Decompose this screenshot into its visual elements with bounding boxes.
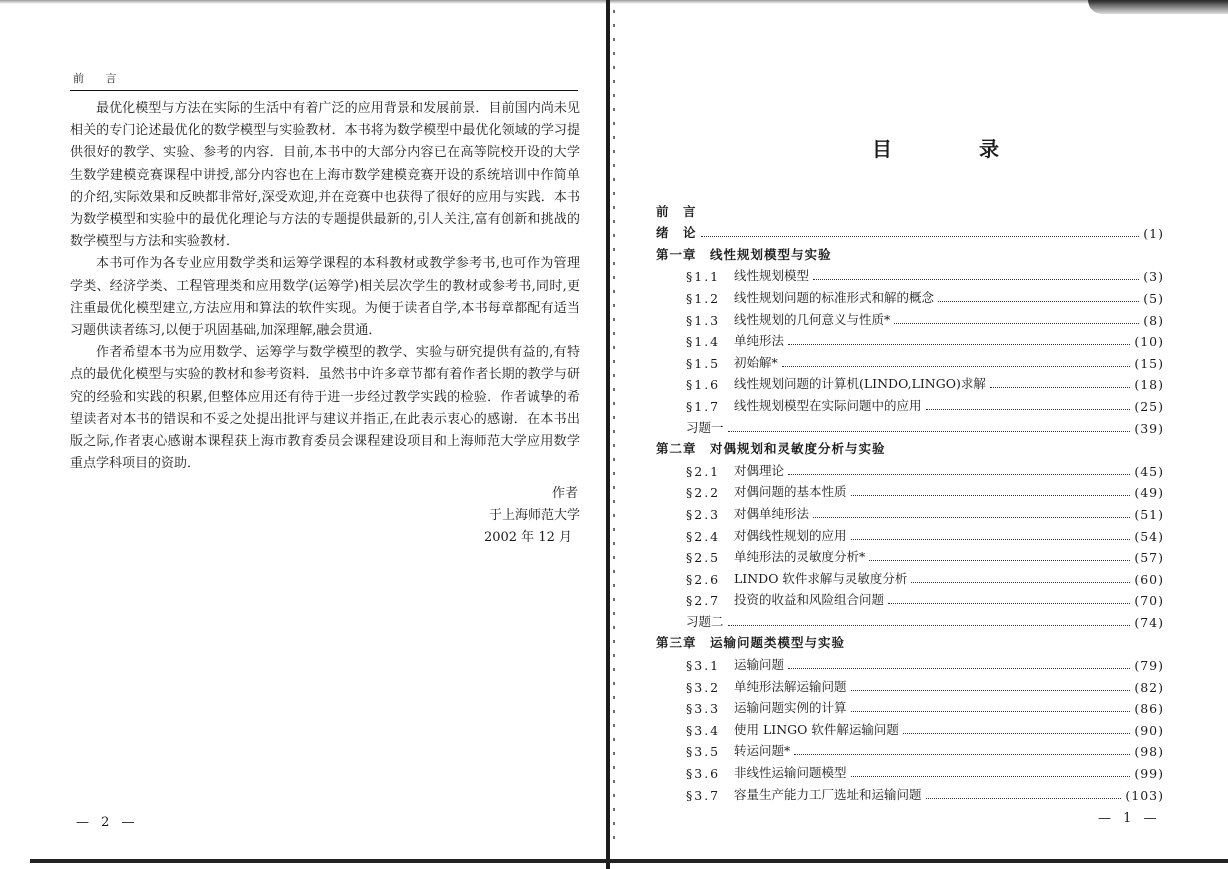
toc-entry-title: 投资的收益和风险组合问题: [734, 592, 885, 608]
toc-page-number: (60): [1134, 571, 1164, 587]
toc-leader-dots: [990, 386, 1130, 388]
toc-leader-dots: [728, 624, 1131, 626]
book-gutter: [606, 0, 610, 869]
toc-entry: [656, 651, 1164, 673]
toc-entry: [656, 328, 1164, 350]
toc-section-number: §1.5: [686, 355, 721, 371]
toc-entry-title: 第一章 线性规划模型与实验: [656, 246, 832, 262]
toc-section-number: §3.5: [686, 744, 721, 760]
toc-section-number: §2.2: [686, 485, 721, 501]
toc-entry: [656, 738, 1164, 760]
toc-leader-dots: [938, 300, 1139, 302]
toc-page-number: (82): [1134, 679, 1164, 695]
toc-leader-dots: [926, 797, 1122, 799]
toc-entry: [656, 673, 1164, 695]
scan-bottom-edge: [30, 859, 1228, 863]
preface-paragraph: 最优化模型与方法在实际的生活中有着广泛的应用背景和发展前景．目前国内尚未见相关的专门论述最优化的数学模型与实验教材．本书将为数学模型中最优化领域的学习提供很好的教学、实验、参考的内容．目前,本书中的大部分内容已在高等院校开设的大学生数学建模竞赛课程中讲授,部分内容也在上海市数学建模竞赛开设的系统培训中作简单的介绍,实际效果和反映都非常好,深受欢迎,并在竞赛中也获得了很好的应用与实践．本书为数学模型和实验中的最优化理论与方法的专题提供最新的,引人关注,富有创新和挑战的数学模型与方法和实验教材．: [70, 101, 580, 250]
toc-section-number: §2.5: [686, 550, 721, 566]
toc-page-number: (18): [1134, 377, 1164, 393]
toc-entry-title: 单纯形法的灵敏度分析*: [734, 549, 866, 565]
gutter-speckle: [613, 10, 615, 840]
toc-leader-dots: [911, 581, 1130, 583]
toc-entry: [656, 198, 1164, 220]
toc-leader-dots: [851, 775, 1131, 777]
toc-page-number: (90): [1134, 722, 1164, 738]
toc-section-number: §1.1: [686, 269, 721, 285]
toc-page-number: (45): [1134, 463, 1164, 479]
right-page-number: — 1 —: [1098, 811, 1161, 826]
toc-page-number: (25): [1134, 398, 1164, 414]
toc-entry-title: 初始解*: [734, 354, 778, 370]
toc-chapter-heading: [656, 241, 1164, 263]
toc-entry: [656, 544, 1164, 566]
toc-page-number: (39): [1134, 420, 1164, 436]
toc-entry: [656, 392, 1164, 414]
toc-page-number: (103): [1125, 787, 1164, 803]
toc-leader-dots: [794, 753, 1130, 755]
toc-section-number: §1.7: [686, 398, 721, 414]
toc-page-number: (79): [1134, 658, 1164, 674]
toc-entry-title: 前 言: [656, 203, 697, 219]
toc-entry: [656, 522, 1164, 544]
toc-leader-dots: [851, 689, 1131, 691]
toc-page-number: (51): [1134, 506, 1164, 522]
toc-entry-title: 容量生产能力工厂选址和运输问题: [734, 786, 922, 802]
toc-page-number: (5): [1143, 290, 1164, 306]
toc-entry-title: 运输问题: [734, 657, 785, 673]
signature-block: [70, 475, 580, 555]
toc-leader-dots: [788, 473, 1130, 475]
toc-entry: [656, 587, 1164, 609]
toc-section-number: §3.7: [686, 787, 721, 803]
toc-entry: [656, 608, 1164, 630]
toc-entry-title: 单纯形法解运输问题: [734, 678, 847, 694]
toc-leader-dots: [851, 538, 1131, 540]
toc-entry-title: 对偶单纯形法: [734, 505, 810, 521]
toc-entry-title: 非线性运输问题模型: [734, 765, 847, 781]
toc-section-number: §3.3: [686, 701, 721, 717]
toc-leader-dots: [788, 667, 1130, 669]
toc-entry: [656, 371, 1164, 393]
toc-entry-title: 习题一: [686, 419, 724, 435]
toc-entry-title: 绪 论: [656, 225, 697, 241]
toc-section-number: §1.2: [686, 290, 721, 306]
toc-entry-title: 对偶问题的基本性质: [734, 484, 847, 500]
toc-entry-title: 单纯形法: [734, 333, 785, 349]
toc-page-number: (99): [1134, 766, 1164, 782]
toc-section-number: §2.4: [686, 528, 721, 544]
toc-leader-dots: [851, 710, 1131, 712]
toc-entry: [656, 695, 1164, 717]
toc-leader-dots: [728, 430, 1131, 432]
toc-entry: [656, 781, 1164, 803]
toc-section-number: §1.3: [686, 312, 721, 328]
toc-entry-title: 第二章 对偶规划和灵敏度分析与实验: [656, 441, 886, 457]
signature-date: 2002 年 12 月: [483, 530, 572, 546]
toc-entry-title: 习题二: [686, 613, 724, 629]
toc-entry: [656, 414, 1164, 436]
toc-page-number: (15): [1134, 355, 1164, 371]
header-rule: [70, 90, 578, 91]
table-of-contents: [656, 198, 1164, 803]
toc-entry-title: 第三章 运输问题类模型与实验: [656, 635, 846, 651]
toc-page-number: (10): [1134, 334, 1164, 350]
toc-entry: [656, 284, 1164, 306]
toc-page-number: (1): [1143, 226, 1164, 242]
toc-entry-title: LINDO 软件求解与灵敏度分析: [734, 570, 908, 586]
toc-section-number: §1.6: [686, 377, 721, 393]
signature-affiliation: 于上海师范大学: [488, 508, 580, 524]
toc-page-number: (98): [1134, 744, 1164, 760]
toc-section-number: §3.1: [686, 658, 721, 674]
toc-section-number: §2.3: [686, 506, 721, 522]
toc-leader-dots: [813, 516, 1130, 518]
toc-page-number: (49): [1134, 485, 1164, 501]
toc-leader-dots: [701, 235, 1140, 237]
toc-entry-title: 线性规划的几何意义与性质*: [734, 311, 891, 327]
toc-section-number: §3.2: [686, 679, 721, 695]
toc-page-number: (74): [1134, 614, 1164, 630]
toc-entry: [656, 306, 1164, 328]
toc-entry: [656, 759, 1164, 781]
toc-leader-dots: [903, 732, 1130, 734]
toc-entry-title: 对偶线性规划的应用: [734, 527, 847, 543]
toc-entry-title: 线性规划问题的计算机(LINDO,LINGO)求解: [734, 376, 986, 392]
toc-entry: [656, 349, 1164, 371]
toc-section-number: §1.4: [686, 334, 721, 350]
toc-section-number: §2.1: [686, 463, 721, 479]
toc-entry-title: 线性规划模型: [734, 268, 810, 284]
scan-top-shadow: [0, 0, 1228, 4]
toc-page-number: (57): [1134, 550, 1164, 566]
toc-page-number: (8): [1143, 312, 1164, 328]
toc-page-number: (70): [1134, 593, 1164, 609]
preface-paragraph: 本书可作为各专业应用数学类和运筹学课程的本科教材或教学参考书,也可作为管理学类、经济学类、工程管理类和应用数学(运筹学)相关层次学生的教材或参考书,同时,更注重最优化模型建立,方法应用和算法的软件实现。为便于读者自学,本书每章都配有适当习题供读者练习,以便于巩固基础,加深理解,融会贯通．: [70, 256, 580, 339]
toc-entry: [656, 220, 1164, 242]
toc-entry: [656, 500, 1164, 522]
left-page-number: — 2 —: [76, 815, 139, 830]
toc-leader-dots: [782, 365, 1131, 367]
toc-page-number: (86): [1134, 701, 1164, 717]
toc-entry: [656, 457, 1164, 479]
toc-entry: [656, 565, 1164, 587]
toc-title: 目 录: [872, 137, 1039, 161]
toc-leader-dots: [788, 343, 1130, 345]
toc-section-number: §2.6: [686, 571, 721, 587]
toc-chapter-heading: [656, 630, 1164, 652]
toc-page-number: (54): [1134, 528, 1164, 544]
toc-leader-dots: [869, 559, 1130, 561]
scan-corner-smudge: [1088, 0, 1228, 14]
toc-page-number: (3): [1143, 269, 1164, 285]
toc-leader-dots: [894, 322, 1139, 324]
toc-leader-dots: [851, 494, 1131, 496]
running-head: 前 言: [73, 72, 126, 85]
toc-entry-title: 运输问题实例的计算: [734, 700, 847, 716]
preface-paragraph: 作者希望本书为应用数学、运筹学与数学模型的教学、实验与研究提供有益的,有特点的最优化模型与实验的教材和参考资料．虽然书中许多章节都有着作者长期的教学与研究的经验和实践的积累,但整体应用还有待于进一步经过教学实践的检验．作者诚挚的希望读者对本书的错误和不妥之处提出批评与建议并指正,在此表示衷心的感谢．在本书出版之际,作者衷心感谢本课程获上海市教育委员会课程建设项目和上海师范大学应用数学重点学科项目的资助．: [70, 345, 580, 472]
signature-author: 作者: [551, 486, 578, 502]
toc-entry-title: 线性规划模型在实际问题中的应用: [734, 397, 922, 413]
toc-entry-title: 转运问题*: [734, 743, 791, 759]
toc-leader-dots: [888, 602, 1130, 604]
toc-leader-dots: [926, 408, 1131, 410]
toc-section-number: §3.6: [686, 766, 721, 782]
preface-body: [70, 98, 580, 555]
toc-leader-dots: [813, 278, 1139, 280]
toc-entry: [656, 263, 1164, 285]
toc-entry: [656, 479, 1164, 501]
toc-section-number: §2.7: [686, 593, 721, 609]
toc-entry-title: 对偶理论: [734, 462, 785, 478]
toc-chapter-heading: [656, 436, 1164, 458]
toc-entry-title: 线性规划问题的标准形式和解的概念: [734, 289, 935, 305]
toc-entry-title: 使用 LINGO 软件解运输问题: [734, 721, 899, 737]
toc-section-number: §3.4: [686, 722, 721, 738]
toc-entry: [656, 716, 1164, 738]
